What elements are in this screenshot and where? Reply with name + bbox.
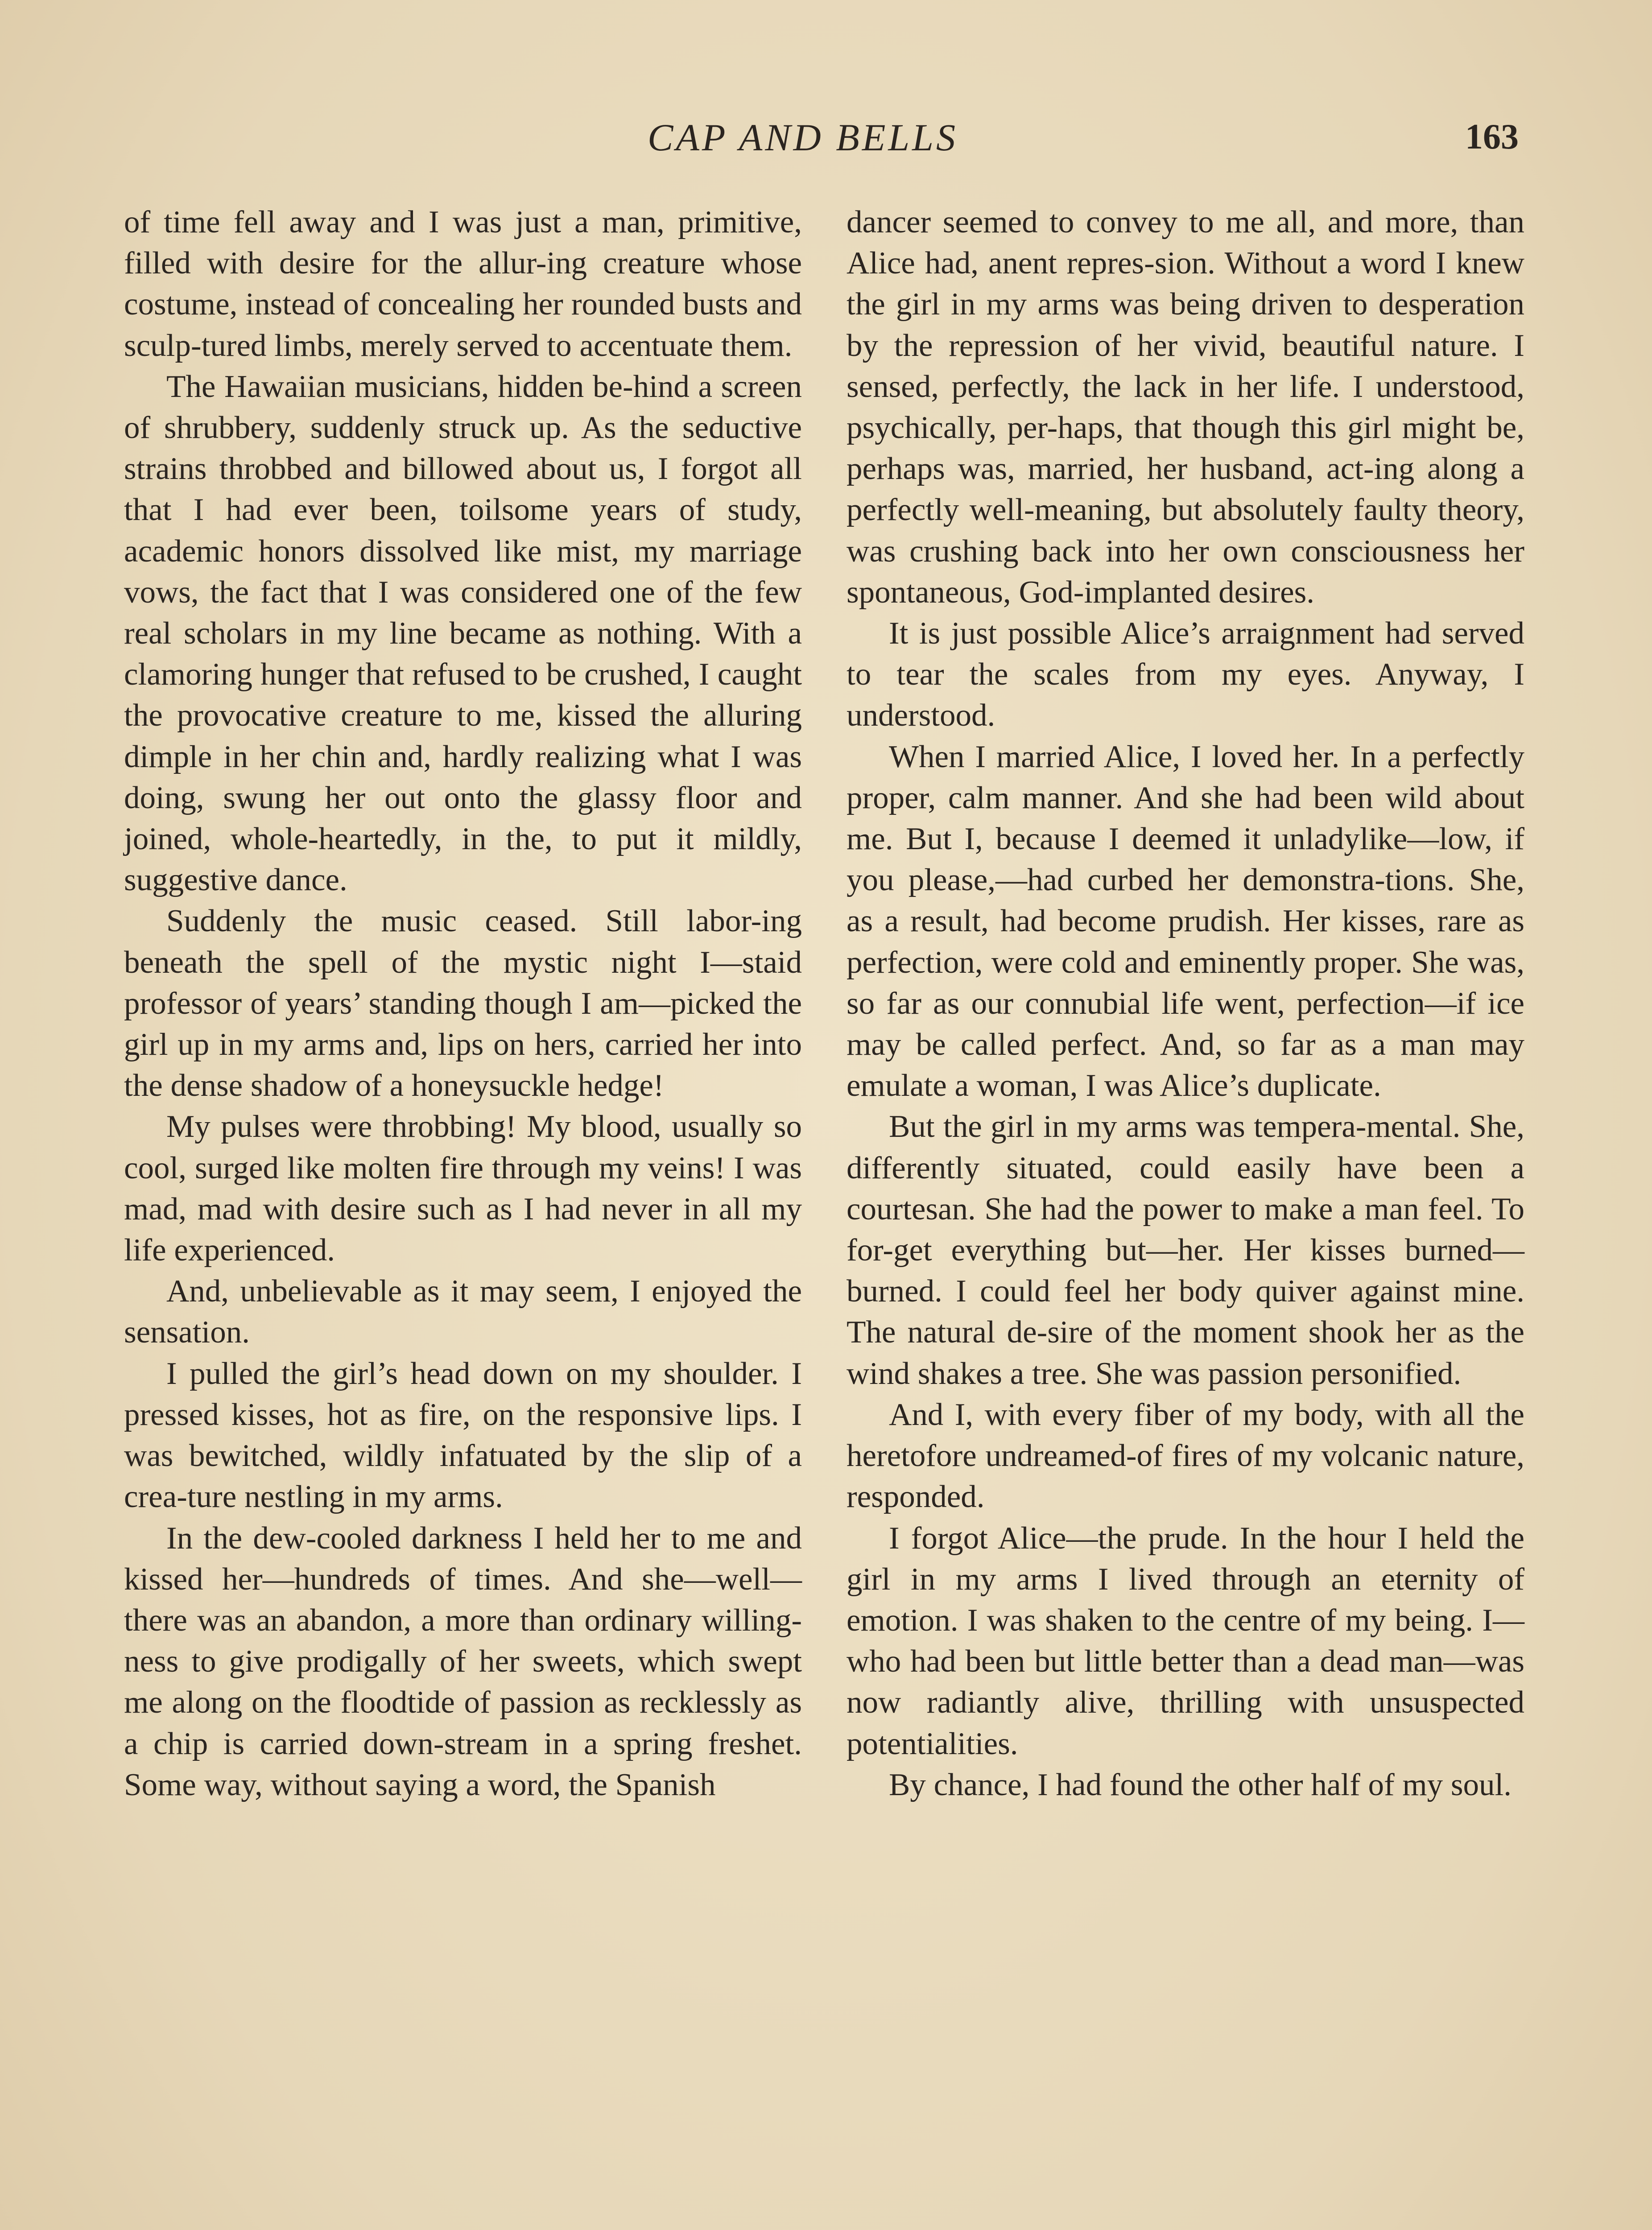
paragraph: And, unbelievable as it may seem, I enjoyed the sensation. xyxy=(124,1274,802,1350)
page-number: 163 xyxy=(1465,117,1519,157)
paragraph: dancer seemed to convey to me all, and more, than Alice had, anent repres-sion. Without a word I knew the girl in my arms was being driven to desperation by the repression of her vivid, beautiful nature. I sensed, perfectly, the lack in her life. I understood, psychically, per-haps, that though this girl might be, perhaps was, married, her husband, act-ing along a perfectly well-meaning, but absolutely faulty theory, was crushing back into her own consciousness her spontaneous, God-implanted desires. xyxy=(847,205,1524,610)
paragraph: of time fell away and I was just a man, primitive, filled with desire for the allur-ing creature whose costume, instead of concealing her rounded busts and sculp-tured limbs, merely served to accentuate them. xyxy=(124,205,802,363)
running-head-title: CAP AND BELLS xyxy=(647,116,958,159)
paragraph: In the dew-cooled darkness I held her to me and kissed her—hundreds of times. And she—well—there was an abandon, a more than ordinary willing-ness to give prodigally of her sweets, which swept me along on the floodtide of passion as recklessly as a chip is carried down-stream in a spring freshet. Some way, without saying a word, the Spanish xyxy=(124,1520,802,1802)
paragraph: Suddenly the music ceased. Still labor-ing beneath the spell of the mystic night I—staid professor of years’ standing though I am—picked the girl up in my arms and, lips on hers, carried her into the dense shadow of a honeysuckle hedge! xyxy=(124,904,802,1103)
paragraph: I pulled the girl’s head down on my shoulder. I pressed kisses, hot as fire, on the responsive lips. I was bewitched, wildly infatuated by the slip of a crea-ture nestling in my arms. xyxy=(124,1356,802,1515)
paragraph: By chance, I had found the other half of my soul. xyxy=(889,1767,1512,1802)
paragraph: But the girl in my arms was tempera-mental. She, differently situated, could easily have been a courtesan. She had the power to make a man feel. To for-get everything but—her. Her kisses burned—burned. I could feel her body quiver against mine. The natural de-sire of the moment shook her as the wind shakes a tree. She was passion personified. xyxy=(847,1109,1524,1391)
paragraph: I forgot Alice—the prude. In the hour I held the girl in my arms I lived through an eternity of emotion. I was shaken to the centre of my being. I—who had been but little better than a dead man—was now radiantly alive, thrilling with unsuspected potentialities. xyxy=(847,1520,1524,1761)
paragraph: It is just possible Alice’s arraignment had served to tear the scales from my eyes. Anyway, I understood. xyxy=(847,616,1524,733)
paragraph: When I married Alice, I loved her. In a perfectly proper, calm manner. And she had been wild about me. But I, because I deemed it unladylike—low, if you please,—had curbed her demonstra-tions. She, as a result, had become prudish. Her kisses, rare as perfection, were cold and eminently proper. She was, so far as our connubial life went, perfection—if ice may be called perfect. And, so far as a man may emulate a woman, I was Alice’s duplicate. xyxy=(847,739,1524,1103)
paragraph: My pulses were throbbing! My blood, usually so cool, surged like molten fire through my veins! I was mad, mad with desire such as I had never in all my life experienced. xyxy=(124,1109,802,1268)
right-text-column xyxy=(847,202,1524,1805)
paragraph: The Hawaiian musicians, hidden be-hind a screen of shrubbery, suddenly struck up. As the seductive strains throbbed and billowed about us, I forgot all that I had ever been, toilsome years of study, academic honors dissolved like mist, my marriage vows, the fact that I was considered one of the few real scholars in my line became as nothing. With a clamoring hunger that refused to be crushed, I caught the provocative creature to me, kissed the alluring dimple in her chin and, hardly realizing what I was doing, swung her out onto the glassy floor and joined, whole-heartedly, in the, to put it mildly, suggestive dance. xyxy=(124,369,802,898)
paragraph: And I, with every fiber of my body, with all the heretofore undreamed-of fires of my volcanic nature, responded. xyxy=(847,1397,1524,1515)
left-text-column xyxy=(124,202,802,1805)
